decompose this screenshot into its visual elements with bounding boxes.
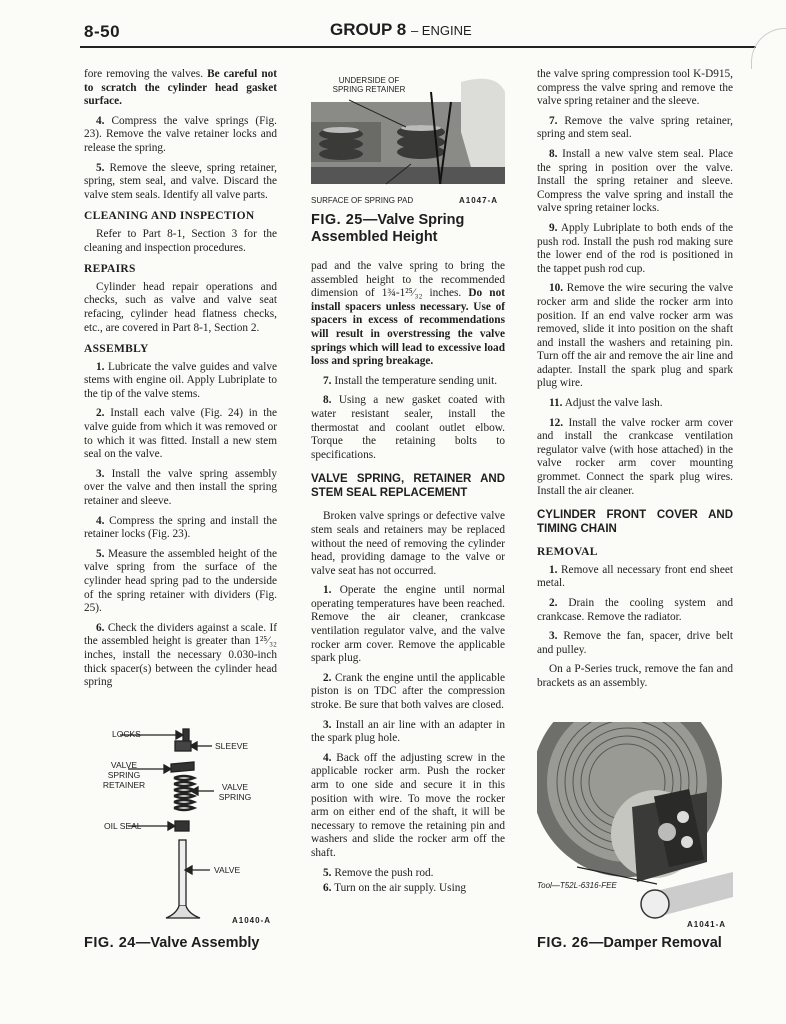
figure-24-caption: FIG. 24—Valve Assembly [84,935,260,951]
heading-cleaning: CLEANING AND INSPECTION [84,210,255,223]
replace-step-6: 6. Turn on the air supply. Using [323,882,467,895]
heading-assembly: ASSEMBLY [84,343,149,356]
heading-removal: REMOVAL [537,546,598,559]
heading-valve-spring-replacement: VALVE SPRING, RETAINER AND STEM SEAL REPLACEMENT [311,473,505,500]
figure-25-photo [311,72,505,210]
label-spring-pad: SURFACE OF SPRING PAD [311,196,414,205]
c3-step-11: 11. Adjust the valve lash. [549,397,663,410]
paragraph-repairs: Cylinder head repair operations and checks, such as valve and valve seat refacing, cylinder head flatness checks, etc., are covered in Part 8-1, Section 2. [84,280,277,334]
replace-step-3: 3. Install an air line with an adapter in the spark plug hole. [311,718,505,745]
page-number: 8-50 [84,22,121,41]
step-8: 8. Using a new gasket coated with water resistant sealer, install the thermostat and coolant outlet elbow. Torque the retaining bolts to specifications. [311,394,506,461]
replace-step-4: 4. Back off the adjusting screw in the applicable rocker arm. Push the rocker arm to one side and secure it in this position with wire. To move the rocker arm on either end of the shaft, it will be necessary to remove the retaining pin and washers and slide the rocker arm off the shaft. [311,751,506,859]
replace-step-2: 2. Crank the engine until the applicable piston is on TDC after the compression stroke. Be sure that both valves are closed. [311,671,505,712]
figure-26-caption: FIG. 26—Damper Removal [537,935,722,951]
header-rule [80,46,756,48]
label-valve: VALVE [214,865,241,875]
figure-25-code: A1047-A [459,196,499,205]
c3-step-7: 7. Remove the valve spring retainer, spring and stem seal. [537,114,733,141]
removal-step-3: 3. Remove the fan, spacer, drive belt and pulley. [537,630,733,656]
label-tool: Tool—T52L-6316-FEE [537,881,617,890]
paragraph-continued: the valve spring compression tool K-D915, compress the valve spring and remove the valve spring retainer and the sleeve. [537,68,733,108]
label-valve-spring-retainer: VALVE SPRING RETAINER [102,760,146,790]
assembly-step-6: 6. Check the dividers against a scale. If the assembled height is greater than 1²⁵⁄₃₂ inches, install the necessary 0.030-inch thick spacer(s) between the cylinder head spring [84,621,277,689]
figure-25-caption: FIG. 25—Valve Spring Assembled Height [311,212,465,245]
replace-step-5: 5. Remove the push rod. [323,866,434,879]
damper-removal-photo [537,722,733,932]
paragraph-spacer: pad and the valve spring to bring the assembled height to the recommended dimension of 1¾-1²⁵⁄₃₂ inches. Do not install spacers unless necessary. Use of spacers in excess of recommendations will result in overstressing the valve springs which will lead to excessive load loss and spring breakage. [311,260,505,368]
page-corner [751,28,786,69]
label-oil-seal: OIL SEAL [104,821,142,831]
label-underside-retainer: UNDERSIDE OF SPRING RETAINER [329,76,409,94]
figure-26-photo [537,722,733,932]
c3-step-12: 12. Install the valve rocker arm cover and install the crankcase ventilation regulator valve (with hose attached) in the valve rocker arm cover mounting grommet. Connect the spark plug wires. Install the air cleaner. [537,416,733,497]
paragraph-broken-springs: Broken valve springs or defective valve stem seals and retainers may be replaced without the need of removing the cylinder head, providing damage to the valve or valve seat has not occurred. [311,510,505,577]
replace-step-1: 1. Operate the engine until normal operating temperatures have been reached. Remove the air cleaner, crankcase ventilation regulator valve, and the valve rocker arm cover. Remove the applicable spark plug. [311,584,506,665]
paragraph-fore: fore removing the valves. Be careful not to scratch the cylinder head gasket surface. [84,68,278,108]
step-5: 5. Remove the sleeve, spring retainer, spring, stem seal, and valve. Discard the valve stem seals. Identify all valve parts. [84,161,277,201]
c3-step-8: 8. Install a new valve stem seal. Place the spring in position over the valve. Install the spring retainer and sleeve. Compress the valve spring and install the valve spring retainer locks. [537,147,733,215]
c3-step-10: 10. Remove the wire securing the valve rocker arm and slide the rocker arm into position. If an end valve rocker arm was removed, slide it into position on the shaft and install the washers and retaining pin. Turn off the air and remove the air line and adapter. Install the spark plug and spark plug wire. [537,282,733,390]
paragraph-p-series: On a P-Series truck, remove the fan and brackets as an assembly. [537,663,733,689]
removal-step-1: 1. Remove all necessary front end sheet metal. [537,563,733,590]
column-2 [311,260,505,902]
heading-front-cover: CYLINDER FRONT COVER AND TIMING CHAIN [537,509,733,536]
assembly-step-1: 1. Lubricate the valve guides and valve stems with engine oil. Apply Lubriplate to the tip of the valve stems. [84,360,277,400]
group-subtitle: – ENGINE [410,23,472,38]
figure-24-valve-assembly [84,720,280,942]
assembly-step-3: 3. Install the valve spring assembly over the valve and then install the spring retainer and sleeve. [84,467,277,508]
paragraph-cleaning: Refer to Part 8-1, Section 3 for the cleaning and inspection procedures. [84,227,277,254]
valve-assembly-drawing [84,720,280,920]
figure-26-code: A1041-A [687,920,727,929]
group-title [330,20,472,40]
assembly-step-5: 5. Measure the assembled height of the valve spring from the surface of the cylinder head spring pad to the underside of the spring retainer with dividers (Fig. 25). [84,547,278,615]
heading-repairs: REPAIRS [84,263,136,276]
step-7: 7. Install the temperature sending unit. [323,374,498,387]
assembly-step-2: 2. Install each valve (Fig. 24) in the valve guide from which it was removed or to which it was fitted. Install a new stem seal on the valve. [84,407,278,461]
label-valve-spring: VALVE SPRING [218,782,252,802]
assembly-step-4: 4. Compress the spring and install the retainer locks (Fig. 23). [84,514,277,541]
label-sleeve: SLEEVE [215,741,249,751]
label-locks: LOCKS [112,729,141,739]
column-1 [84,68,277,696]
step-4: 4. Compress the valve springs (Fig. 23). Remove the valve retainer locks and release the spring. [84,114,277,154]
group-name: GROUP 8 [330,20,407,39]
figure-24-code: A1040-A [232,916,272,925]
removal-step-2: 2. Drain the cooling system and crankcase. Remove the radiator. [537,597,733,623]
c3-step-9: 9. Apply Lubriplate to both ends of the push rod. Install the push rod making sure the lower end of the rod is positioned in the tappet push rod cup. [537,221,734,275]
column-3 [537,68,733,697]
